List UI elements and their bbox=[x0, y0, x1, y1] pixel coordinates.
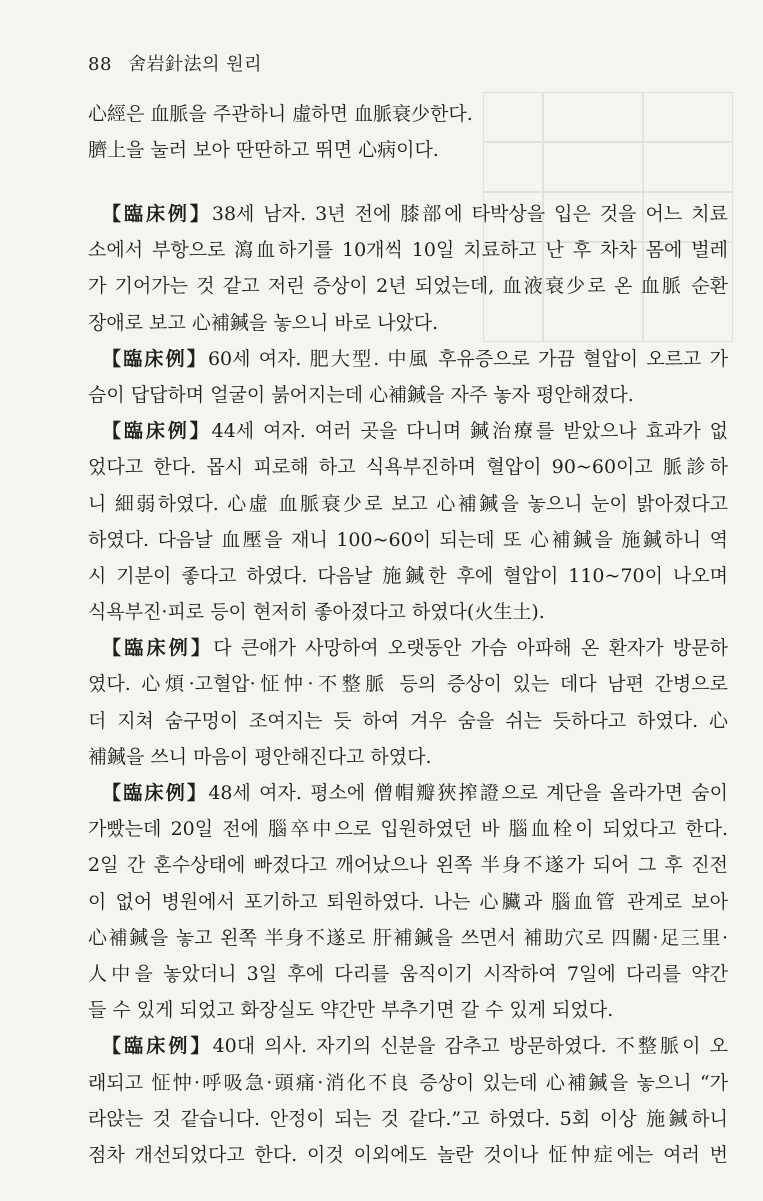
case-line: 슴이 답답하며 얼굴이 붉어지는데 心補鍼을 자주 놓자 평안해졌다. bbox=[88, 383, 634, 406]
case-tag: 【臨床例】 bbox=[102, 637, 214, 660]
case-block bbox=[88, 341, 728, 413]
case-first-line bbox=[88, 630, 728, 666]
case-line: 시 기분이 좋다고 하였다. 다음날 施鍼한 후에 혈압이 110~70이 나오며 bbox=[88, 564, 728, 587]
case-block bbox=[88, 413, 728, 630]
opening-line: 心經은 血脈을 주관하니 虛하면 血脈衰少한다. bbox=[88, 103, 473, 125]
case-text: 48세 여자. 평소에 僧帽瓣狹搾證으로 계단을 올라가면 숨이 bbox=[208, 782, 728, 804]
opening-line: 臍上을 눌러 보아 딴딴하고 뛰면 心病이다. bbox=[88, 139, 439, 162]
case-text: 40대 의사. 자기의 신분을 감추고 방문하였다. 不整脈이 오 bbox=[212, 1035, 728, 1058]
case-line: 2일 간 혼수상태에 빠졌다고 깨어났으나 왼쪽 半身不遂가 되어 그 후 진전 bbox=[88, 854, 728, 877]
case-tag: 【臨床例】 bbox=[102, 347, 208, 370]
case-line: 더 지쳐 숨구멍이 조여지는 듯 하여 겨우 숨을 쉬는 듯하다고 하였다. 心 bbox=[88, 709, 728, 732]
chapter-title: 舍岩針法의 원리 bbox=[128, 54, 263, 75]
case-text: 44세 여자. 여러 곳을 다니며 鍼治療를 받았으나 효과가 없 bbox=[211, 420, 728, 443]
case-text: 다 큰애가 사망하여 오랫동안 가슴 아파해 온 환자가 방문하 bbox=[213, 637, 728, 660]
clinical-cases bbox=[88, 196, 728, 1173]
case-line: 장애로 보고 心補鍼을 놓으니 바로 나았다. bbox=[88, 311, 439, 334]
case-line: 였다. 心煩·고혈압·怔忡·不整脈 등의 증상이 있는 데다 남편 간병으로 bbox=[88, 673, 728, 696]
case-line: 이 없어 병원에서 포기하고 퇴원하였다. 나는 心臟과 腦血管 관계로 보아 bbox=[88, 890, 728, 913]
case-line: 니 細弱하였다. 心虛 血脈衰少로 보고 心補鍼을 놓으니 눈이 밝아졌다고 bbox=[88, 492, 728, 515]
case-block bbox=[88, 196, 728, 341]
case-tag: 【臨床例】 bbox=[102, 203, 212, 225]
case-first-line bbox=[88, 413, 728, 449]
case-line: 補鍼을 쓰니 마음이 평안해진다고 하였다. bbox=[88, 745, 432, 768]
case-line: 人中을 놓았더니 3일 후에 다리를 움직이기 시작하여 7일에 다리를 약간 bbox=[88, 962, 728, 985]
case-first-line bbox=[88, 1028, 728, 1064]
case-tag: 【臨床例】 bbox=[102, 1035, 213, 1058]
running-header bbox=[88, 50, 262, 76]
case-block bbox=[88, 1028, 728, 1173]
opening-paragraph bbox=[88, 96, 728, 168]
case-first-line bbox=[88, 775, 728, 811]
case-block bbox=[88, 775, 728, 1028]
case-line: 가빴는데 20일 전에 腦卒中으로 입원하였던 바 腦血栓이 되었다고 한다. bbox=[88, 818, 728, 841]
case-line: 들 수 있게 되었고 화장실도 약간만 부추기면 갈 수 있게 되었다. bbox=[88, 999, 614, 1022]
case-line: 었다고 한다. 몹시 피로해 하고 식욕부진하며 혈압이 90~60이고 脈診하 bbox=[88, 456, 728, 479]
case-line: 점차 개선되었다고 한다. 이것 이외에도 놀란 것이나 怔忡症에는 여러 번 bbox=[88, 1143, 728, 1166]
case-line: 하였다. 다음날 血壓을 재니 100~60이 되는데 또 心補鍼을 施鍼하니 역 bbox=[88, 528, 728, 551]
case-text: 60세 여자. 肥大型. 中風 후유증으로 가끔 혈압이 오르고 가 bbox=[207, 347, 728, 370]
case-first-line bbox=[88, 341, 728, 377]
case-first-line bbox=[88, 196, 728, 232]
case-text: 38세 남자. 3년 전에 膝部에 타박상을 입은 것을 어느 치료 bbox=[211, 203, 728, 225]
case-line: 가 기어가는 것 같고 저린 증상이 2년 되었는데, 血液衰少로 온 血脈 순환 bbox=[88, 275, 728, 298]
case-line: 라앉는 것 같습니다. 안정이 되는 것 같다.”고 하였다. 5회 이상 施鍼하니 bbox=[88, 1107, 728, 1130]
case-tag: 【臨床例】 bbox=[102, 782, 209, 804]
case-line: 心補鍼을 놓고 왼쪽 半身不遂로 肝補鍼을 쓰면서 補助穴로 四關·足三里· bbox=[88, 926, 728, 949]
case-line: 소에서 부항으로 瀉血하기를 10개씩 10일 치료하고 난 후 차차 몸에 벌레 bbox=[88, 239, 728, 262]
case-line: 식욕부진·피로 등이 현저히 좋아졌다고 하였다(火生土). bbox=[88, 601, 545, 624]
case-block bbox=[88, 630, 728, 775]
page-number: 88 bbox=[88, 54, 112, 75]
case-line: 래되고 怔忡·呼吸急·頭痛·消化不良 증상이 있는데 心補鍼을 놓으니 “가 bbox=[88, 1071, 728, 1094]
case-tag: 【臨床例】 bbox=[102, 420, 212, 443]
